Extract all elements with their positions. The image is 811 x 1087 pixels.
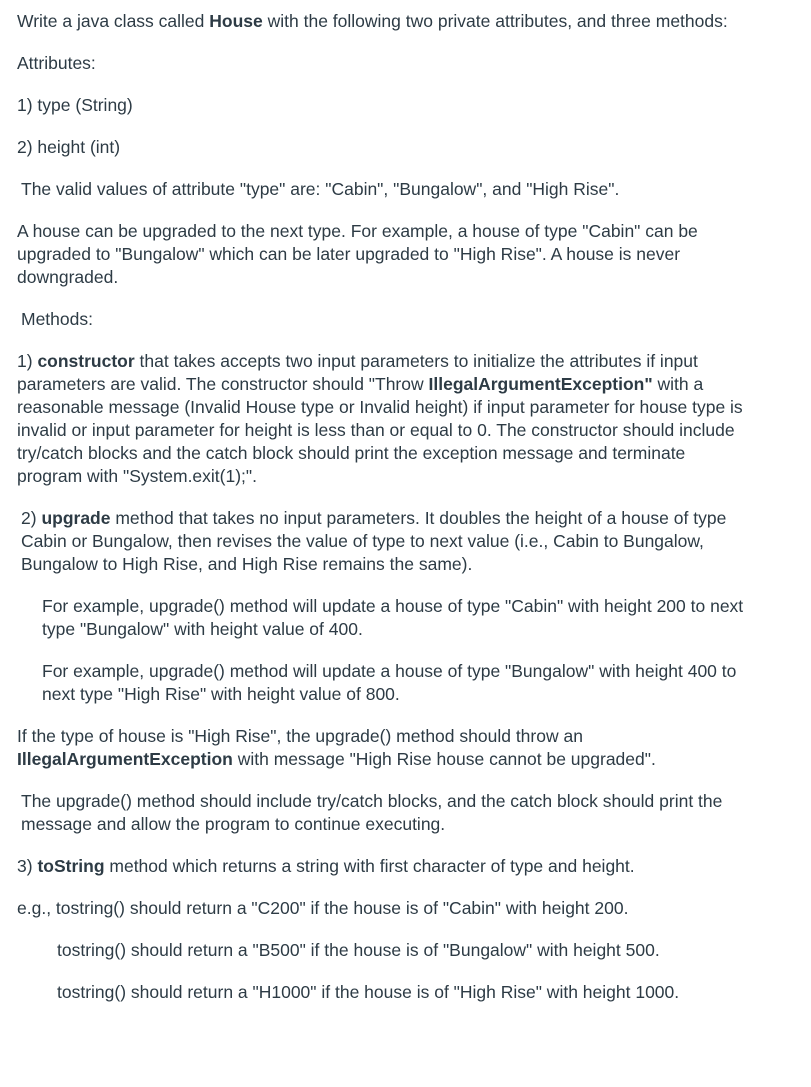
method-constructor-paragraph	[17, 350, 751, 488]
method-text: method which returns a string with first character of type and height.	[104, 856, 635, 876]
method-name-upgrade: upgrade	[41, 508, 111, 528]
method-name-tostring: toString	[37, 856, 105, 876]
upgrade-example-1: For example, upgrade() method will update a house of type "Cabin" with height 200 to next type "Bungalow" with height value of 400.	[42, 596, 744, 639]
method-number: 1)	[17, 351, 38, 371]
attribute-item-type: 1) type (String)	[17, 95, 133, 115]
method-tostring-paragraph	[17, 855, 751, 878]
exception-name: IllegalArgumentException	[17, 749, 233, 769]
intro-text: Write a java class called	[17, 11, 210, 31]
highrise-paragraph	[17, 725, 751, 771]
upgrade-example-2: For example, upgrade() method will update a house of type "Bungalow" with height 400 to next type "High Rise" with height value of 800.	[42, 661, 737, 704]
methods-heading: Methods:	[21, 309, 93, 329]
attribute-item-height: 2) height (int)	[17, 137, 121, 157]
highrise-text: If the type of house is "High Rise", the upgrade() method should throw an	[17, 726, 583, 746]
tostring-example-2: tostring() should return a "B500" if the house is of "Bungalow" with height 500.	[57, 940, 660, 960]
method-text: that takes accepts two input parameters to initialize the attributes if input parameters are valid. The constructor should "Throw	[17, 351, 698, 394]
method-number: 3)	[17, 856, 38, 876]
intro-text-end: with the following two private attributes, and three methods:	[262, 11, 728, 31]
method-upgrade-paragraph	[17, 507, 751, 576]
tostring-example-3: tostring() should return a "H1000" if the house is of "High Rise" with height 1000.	[57, 982, 680, 1002]
method-text: with a reasonable message (Invalid House type or Invalid height) if input parameter for house type is invalid or input parameter for height is less than or equal to 0. The constructor should include try/catch blocks and the catch block should print the exception message and terminate program with "System.exit(1);".	[17, 374, 743, 486]
upgrade-rule-paragraph: A house can be upgraded to the next type. For example, a house of type "Cabin" can be upgraded to "Bungalow" which can be later upgraded to "High Rise". A house is never downgraded.	[17, 221, 698, 287]
exception-name: IllegalArgumentException"	[428, 374, 653, 394]
tostring-example-1: e.g., tostring() should return a "C200" if the house is of "Cabin" with height 200.	[17, 898, 629, 918]
method-name-constructor: constructor	[37, 351, 135, 371]
highrise-text-end: with message "High Rise house cannot be upgraded".	[232, 749, 656, 769]
method-number: 2)	[21, 508, 42, 528]
intro-paragraph	[17, 10, 751, 33]
method-text: method that takes no input parameters. It doubles the height of a house of type Cabin or Bungalow, then revises the value of type to next value (i.e., Cabin to Bungalow, Bungalow to High Rise, and High Rise remains the same).	[21, 508, 727, 574]
upgrade-trycatch-paragraph: The upgrade() method should include try/catch blocks, and the catch block should print the message and allow the program to continue executing.	[21, 791, 723, 834]
class-name: House	[209, 11, 263, 31]
valid-values-paragraph: The valid values of attribute "type" are: "Cabin", "Bungalow", and "High Rise".	[21, 179, 620, 199]
attributes-heading: Attributes:	[17, 53, 96, 73]
